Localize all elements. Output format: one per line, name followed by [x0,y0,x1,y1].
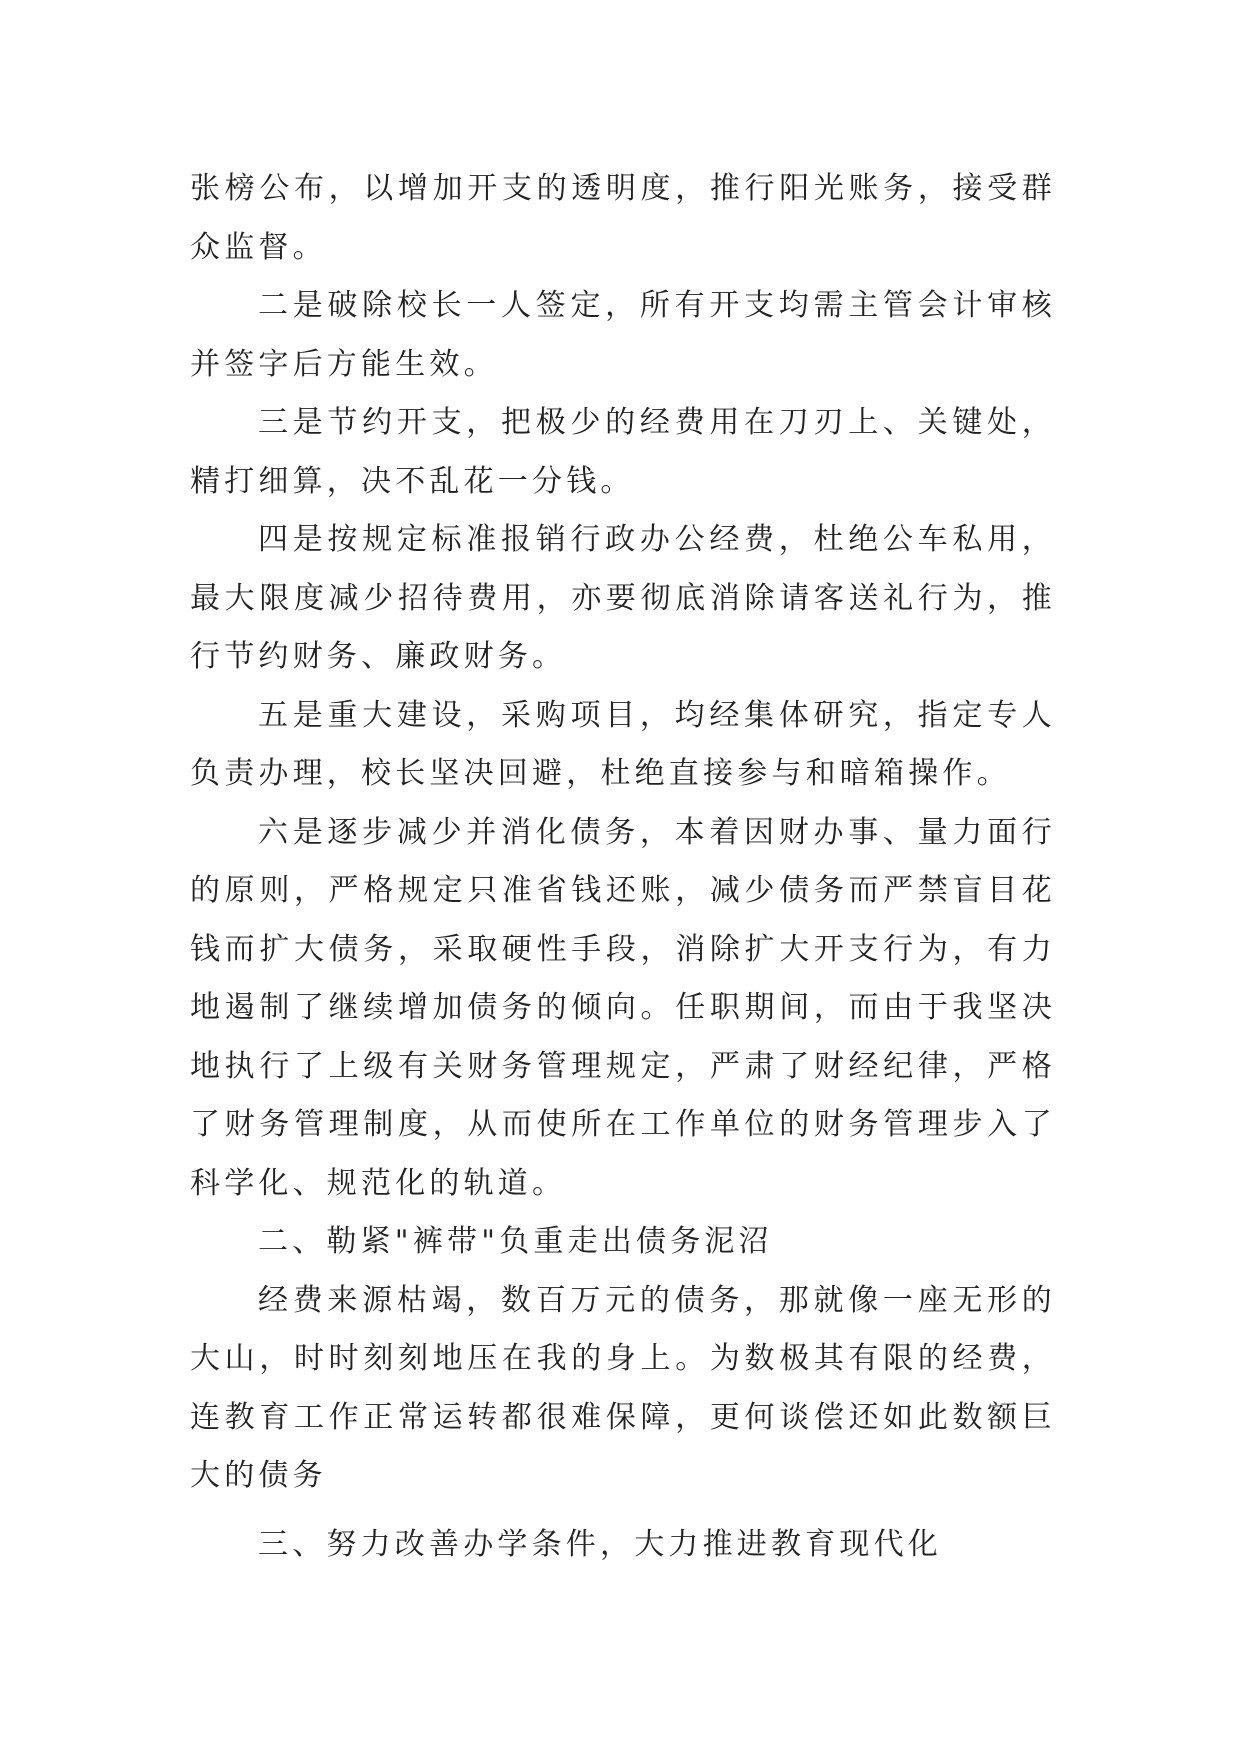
paragraph-item-six: 六是逐步减少并消化债务，本着因财办事、量力面行的原则，严格规定只准省钱还账，减少债务而严禁盲目花钱而扩大债务，采取硬性手段，消除扩大开支行为，有力地遏制了继续增加债务的倾向。任职期间，而由于我坚决地执行了上级有关财务管理规定，严肃了财经纪律，严格了财务管理制度，从而使所在工作单位的财务管理步入了科学化、规范化的轨道。 [190,814,1056,1201]
section-heading-three: 三、努力改善办学条件，大力推进教育现代化 [258,1526,942,1562]
document-body [190,160,1056,1574]
paragraph-item-four: 四是按规定标准报销行政办公经费，杜绝公车私用，最大限度减少招待费用，亦要彻底消除请客送礼行为，推行节约财务、廉政财务。 [190,522,1056,674]
section-heading-two: 二、勒紧"裤带"负重走出债务泥沼 [258,1224,773,1259]
paragraph-debt: 经费来源枯竭，数百万元的债务，那就像一座无形的大山，时时刻刻地压在我的身上。为数极其有限的经费，连教育工作正常运转都很难保障，更何谈偿还如此数额巨大的债务 [190,1282,1056,1493]
paragraph-item-five: 五是重大建设，采购项目，均经集体研究，指定专人负责办理，校长坚决回避，杜绝直接参与和暗箱操作。 [190,697,1056,791]
paragraph-continuation: 张榜公布，以增加开支的透明度，推行阳光账务，接受群众监督。 [190,171,1056,265]
paragraph-item-three: 三是节约开支，把极少的经费用在刀刃上、关键处，精打细算，决不乱花一分钱。 [190,405,1056,499]
paragraph-item-two: 二是破除校长一人签定，所有开支均需主管会计审核并签字后方能生效。 [190,288,1056,382]
